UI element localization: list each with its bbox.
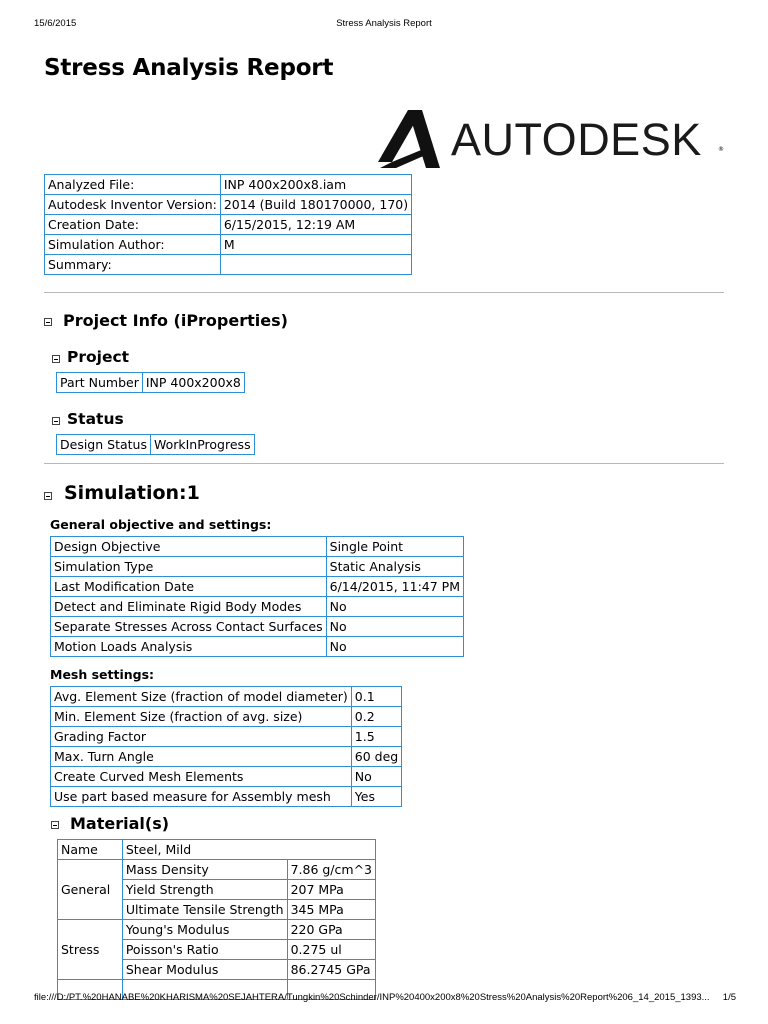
- setting-label: Motion Loads Analysis: [51, 637, 327, 657]
- table-row: [51, 767, 402, 787]
- property-label: Young's Modulus: [122, 920, 287, 940]
- project-table: [56, 372, 245, 393]
- property-value: 0.275 ul: [287, 940, 375, 960]
- info-value: M: [220, 235, 411, 255]
- property-value: 7.86 g/cm^3: [287, 860, 375, 880]
- collapse-toggle-icon[interactable]: [52, 417, 60, 425]
- general-settings-heading: General objective and settings:: [50, 517, 272, 532]
- collapse-toggle-icon[interactable]: [44, 492, 52, 500]
- table-row: [51, 727, 402, 747]
- collapse-toggle-icon[interactable]: [44, 318, 52, 326]
- property-value: 86.2745 GPa: [287, 960, 375, 980]
- general-settings-table: [50, 536, 464, 657]
- project-info-heading: Project Info (iProperties): [63, 311, 288, 330]
- info-label: Analyzed File:: [45, 175, 221, 195]
- setting-value: No: [326, 617, 463, 637]
- table-row: [58, 920, 376, 940]
- table-row: [51, 557, 464, 577]
- mesh-value: Yes: [351, 787, 401, 807]
- table-row: [51, 577, 464, 597]
- material-group-general: General: [58, 860, 123, 920]
- property-label: Shear Modulus: [122, 960, 287, 980]
- setting-label: Separate Stresses Across Contact Surfaces: [51, 617, 327, 637]
- property-label: Ultimate Tensile Strength: [122, 900, 287, 920]
- info-label: Autodesk Inventor Version:: [45, 195, 221, 215]
- print-date: 15/6/2015: [34, 18, 77, 29]
- table-row: [45, 215, 412, 235]
- mesh-value: 60 deg: [351, 747, 401, 767]
- collapse-toggle-icon[interactable]: [51, 821, 59, 829]
- mesh-label: Use part based measure for Assembly mesh: [51, 787, 352, 807]
- setting-label: Detect and Eliminate Rigid Body Modes: [51, 597, 327, 617]
- mesh-value: 0.2: [351, 707, 401, 727]
- mesh-label: Avg. Element Size (fraction of model diameter): [51, 687, 352, 707]
- table-row: [58, 840, 376, 860]
- info-label: Simulation Author:: [45, 235, 221, 255]
- table-row: [51, 597, 464, 617]
- registered-mark: ®: [718, 146, 724, 153]
- table-row: [45, 255, 412, 275]
- setting-label: Simulation Type: [51, 557, 327, 577]
- mesh-label: Grading Factor: [51, 727, 352, 747]
- autodesk-logo: [378, 108, 728, 170]
- mesh-value: 0.1: [351, 687, 401, 707]
- table-row: [51, 687, 402, 707]
- file-info-table: [44, 174, 412, 275]
- material-name-label: Name: [58, 840, 123, 860]
- table-row: [45, 195, 412, 215]
- mesh-label: Min. Element Size (fraction of avg. size): [51, 707, 352, 727]
- table-row: [51, 747, 402, 767]
- info-value: 6/15/2015, 12:19 AM: [220, 215, 411, 235]
- info-value: INP 400x200x8.iam: [220, 175, 411, 195]
- setting-label: Last Modification Date: [51, 577, 327, 597]
- report-title: Stress Analysis Report: [44, 55, 334, 81]
- project-heading: Project: [67, 348, 130, 366]
- materials-heading: Material(s): [70, 814, 170, 833]
- table-row: [51, 637, 464, 657]
- info-label: Summary:: [45, 255, 221, 275]
- property-label: Mass Density: [122, 860, 287, 880]
- material-name-value: Steel, Mild: [122, 840, 375, 860]
- mesh-settings-heading: Mesh settings:: [50, 667, 155, 682]
- table-row: [51, 707, 402, 727]
- status-value: WorkInProgress: [150, 435, 254, 455]
- print-page-number: 1/5: [722, 992, 736, 1003]
- property-value: 220 GPa: [287, 920, 375, 940]
- property-value: 207 MPa: [287, 880, 375, 900]
- table-row: [57, 373, 245, 393]
- print-header: [0, 18, 768, 32]
- setting-value: 6/14/2015, 11:47 PM: [326, 577, 463, 597]
- table-row: [45, 235, 412, 255]
- project-value: INP 400x200x8: [142, 373, 244, 393]
- mesh-label: Max. Turn Angle: [51, 747, 352, 767]
- mesh-value: 1.5: [351, 727, 401, 747]
- mesh-label: Create Curved Mesh Elements: [51, 767, 352, 787]
- setting-value: No: [326, 637, 463, 657]
- table-row: [45, 175, 412, 195]
- simulation-heading: Simulation:1: [64, 482, 200, 504]
- info-value: 2014 (Build 180170000, 170): [220, 195, 411, 215]
- table-row: [58, 860, 376, 880]
- collapse-toggle-icon[interactable]: [52, 355, 60, 363]
- info-value: [220, 255, 411, 275]
- autodesk-logo-text: AUTODESK: [451, 114, 702, 165]
- mesh-settings-table: [50, 686, 402, 807]
- setting-label: Design Objective: [51, 537, 327, 557]
- status-heading: Status: [67, 410, 124, 428]
- property-label: Poisson's Ratio: [122, 940, 287, 960]
- property-label: Yield Strength: [122, 880, 287, 900]
- autodesk-logo-icon: [378, 108, 442, 170]
- materials-table: [57, 839, 376, 1000]
- print-page-title: Stress Analysis Report: [336, 18, 432, 29]
- print-url: file:///D:/PT.%20HANABE%20KHARISMA%20SEJAHTERA/Tungkin%20Schinder/INP%20400x200x8%20Stress%20Analysis%20Report%206_14_2015_1393...: [34, 992, 710, 1003]
- mesh-value: No: [351, 767, 401, 787]
- table-row: [51, 787, 402, 807]
- material-group-stress: Stress: [58, 920, 123, 980]
- status-label: Design Status: [57, 435, 151, 455]
- divider: [44, 463, 724, 464]
- setting-value: Single Point: [326, 537, 463, 557]
- setting-value: Static Analysis: [326, 557, 463, 577]
- table-row: [51, 537, 464, 557]
- table-row: [51, 617, 464, 637]
- divider: [44, 292, 724, 293]
- project-label: Part Number: [57, 373, 143, 393]
- table-row: [57, 435, 255, 455]
- property-value: 345 MPa: [287, 900, 375, 920]
- status-table: [56, 434, 255, 455]
- info-label: Creation Date:: [45, 215, 221, 235]
- setting-value: No: [326, 597, 463, 617]
